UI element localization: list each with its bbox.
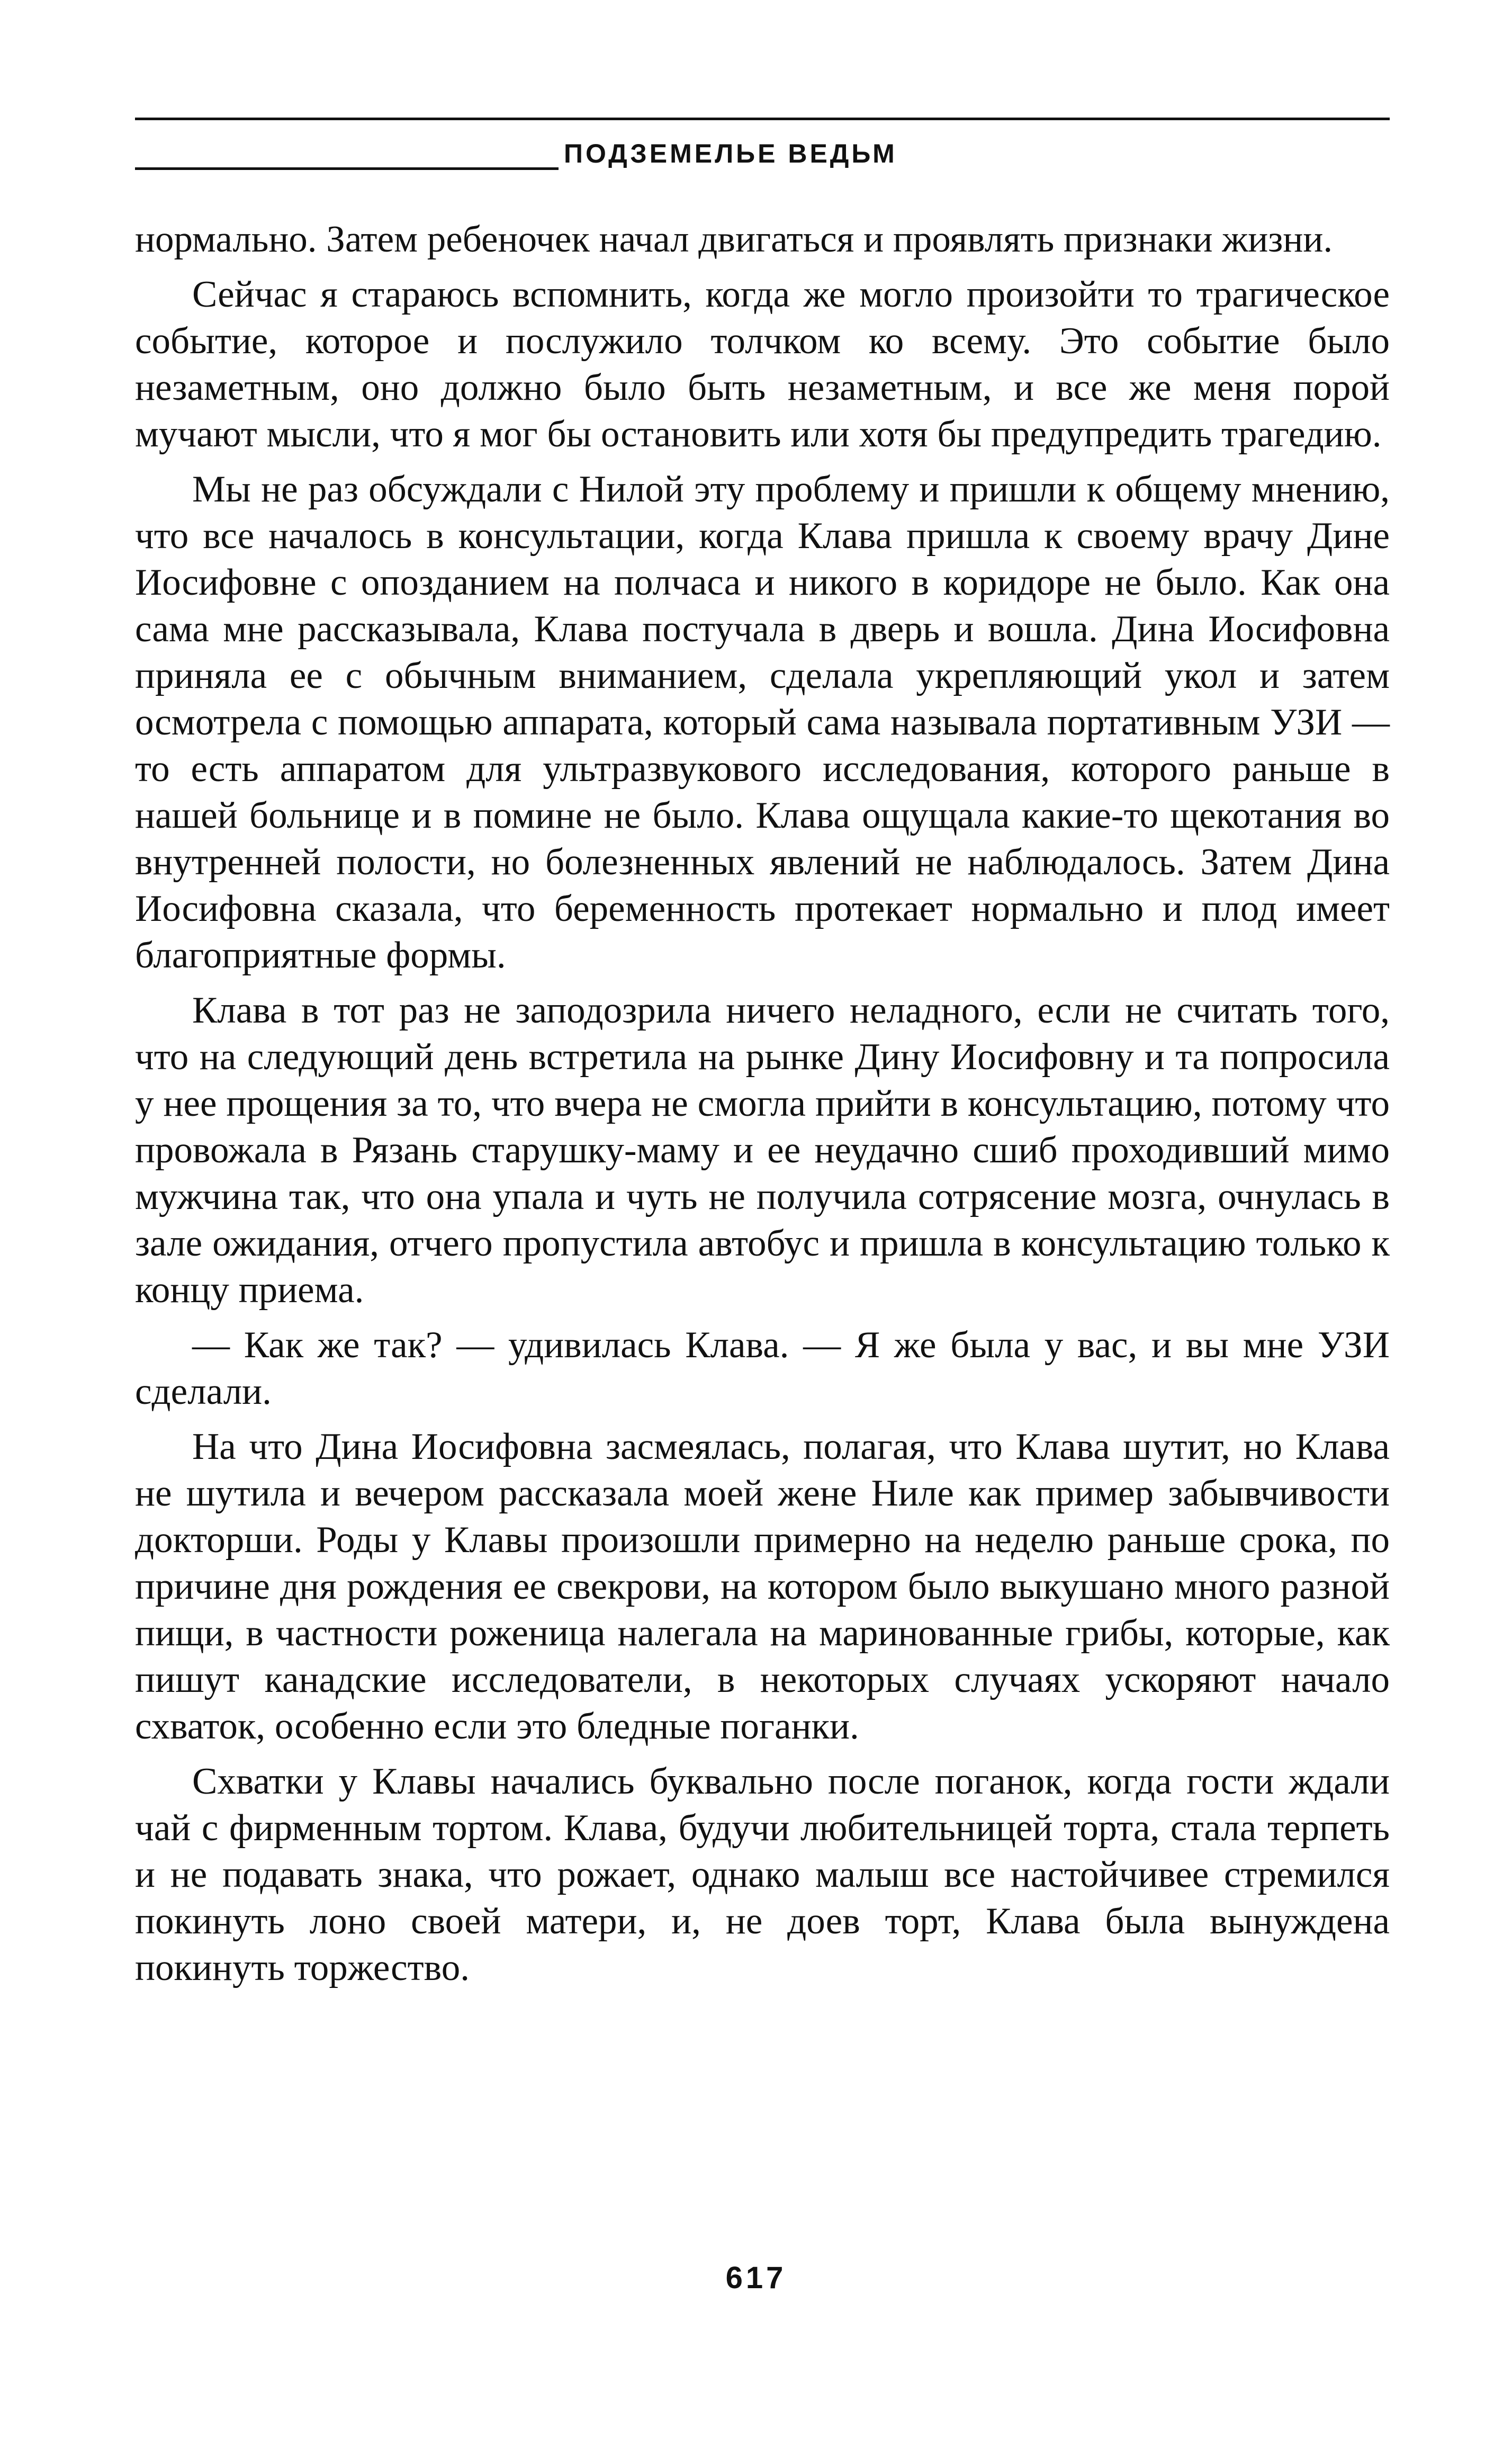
page-number: 617 — [725, 2261, 787, 2295]
paragraph: На что Дина Иосифовна засмеялась, полагая, что Клава шутит, но Клава не шутила и вечером рассказала моей жене Ниле как пример забывчивости докторши. Роды у Клавы произошли примерно на неделю раньше срока, по причине дня рождения ее свекрови, на котором было выкушано много разной пищи, в частности роженица налегала на маринованные грибы, которые, как пишут канадские исследователи, в некоторых случаях ускоряют начало схваток, особенно если это бледные поганки. — [135, 1426, 1390, 1747]
paragraph: Сейчас я стараюсь вспомнить, когда же могло произойти то трагическое событие, которое и послужило толчком ко всему. Это событие было незаметным, оно должно было быть незаметным, и все же меня порой мучают мысли, что я мог бы остановить или хотя бы предупредить трагедию. — [135, 274, 1390, 455]
paragraph-dialogue: — Как же так? — удивилась Клава. — Я же была у вас, и вы мне УЗИ сделали. — [135, 1324, 1390, 1412]
paragraph: Клава в тот раз не заподозрила ничего неладного, если не считать того, что на следующий день встретила на рынке Дину Иосифовну и та попросила у нее прощения за то, что вчера не смогла прийти в консультацию, потому что провожала в Рязань старушку-маму и ее неудачно сшиб проходивший мимо мужчина так, что она упала и чуть не получила сотрясение мозга, очнулась в зале ожидания, отчего пропустила автобус и пришла в консультацию только к концу приема. — [135, 990, 1390, 1311]
head-underline-rule — [135, 167, 559, 170]
top-rule — [135, 118, 1390, 120]
paragraph-continued: нормально. Затем ребеночек начал двигаться и проявлять признаки жизни. — [135, 219, 1333, 260]
paragraph: Мы не раз обсуждали с Нилой эту проблему и пришли к общему мнению, что все началось в консультации, когда Клава пришла к своему врачу Дине Иосифовне с опозданием на полчаса и никого в коридоре не было. Как она сама мне рассказывала, Клава постучала в дверь и вошла. Дина Иосифовна приняла ее с обычным вниманием, сделала укрепляющий укол и затем осмотрела с помощью аппарата, который сама называла портативным УЗИ — то есть аппаратом для ультразвукового исследования, которого раньше в нашей больнице и в помине не было. Клава ощущала какие-то щекотания во внутренней полости, но болезненных явлений не наблюдалось. Затем Дина Иосифовна сказала, что беременность протекает нормально и плод имеет благоприятные формы. — [135, 469, 1390, 976]
body-text — [135, 216, 1390, 2000]
paragraph: Схватки у Клавы начались буквально после поганок, когда гости ждали чай с фирменным тортом. Клава, будучи любительницей торта, стала терпеть и не подавать знака, что рожает, однако малыш все настойчивее стремился покинуть лоно своей матери, и, не доев торт, Клава была вынуждена покинуть торжество. — [135, 1761, 1390, 1988]
running-head — [135, 118, 1390, 171]
running-head-title: ПОДЗЕМЕЛЬЕ ВЕДЬМ — [564, 139, 897, 168]
